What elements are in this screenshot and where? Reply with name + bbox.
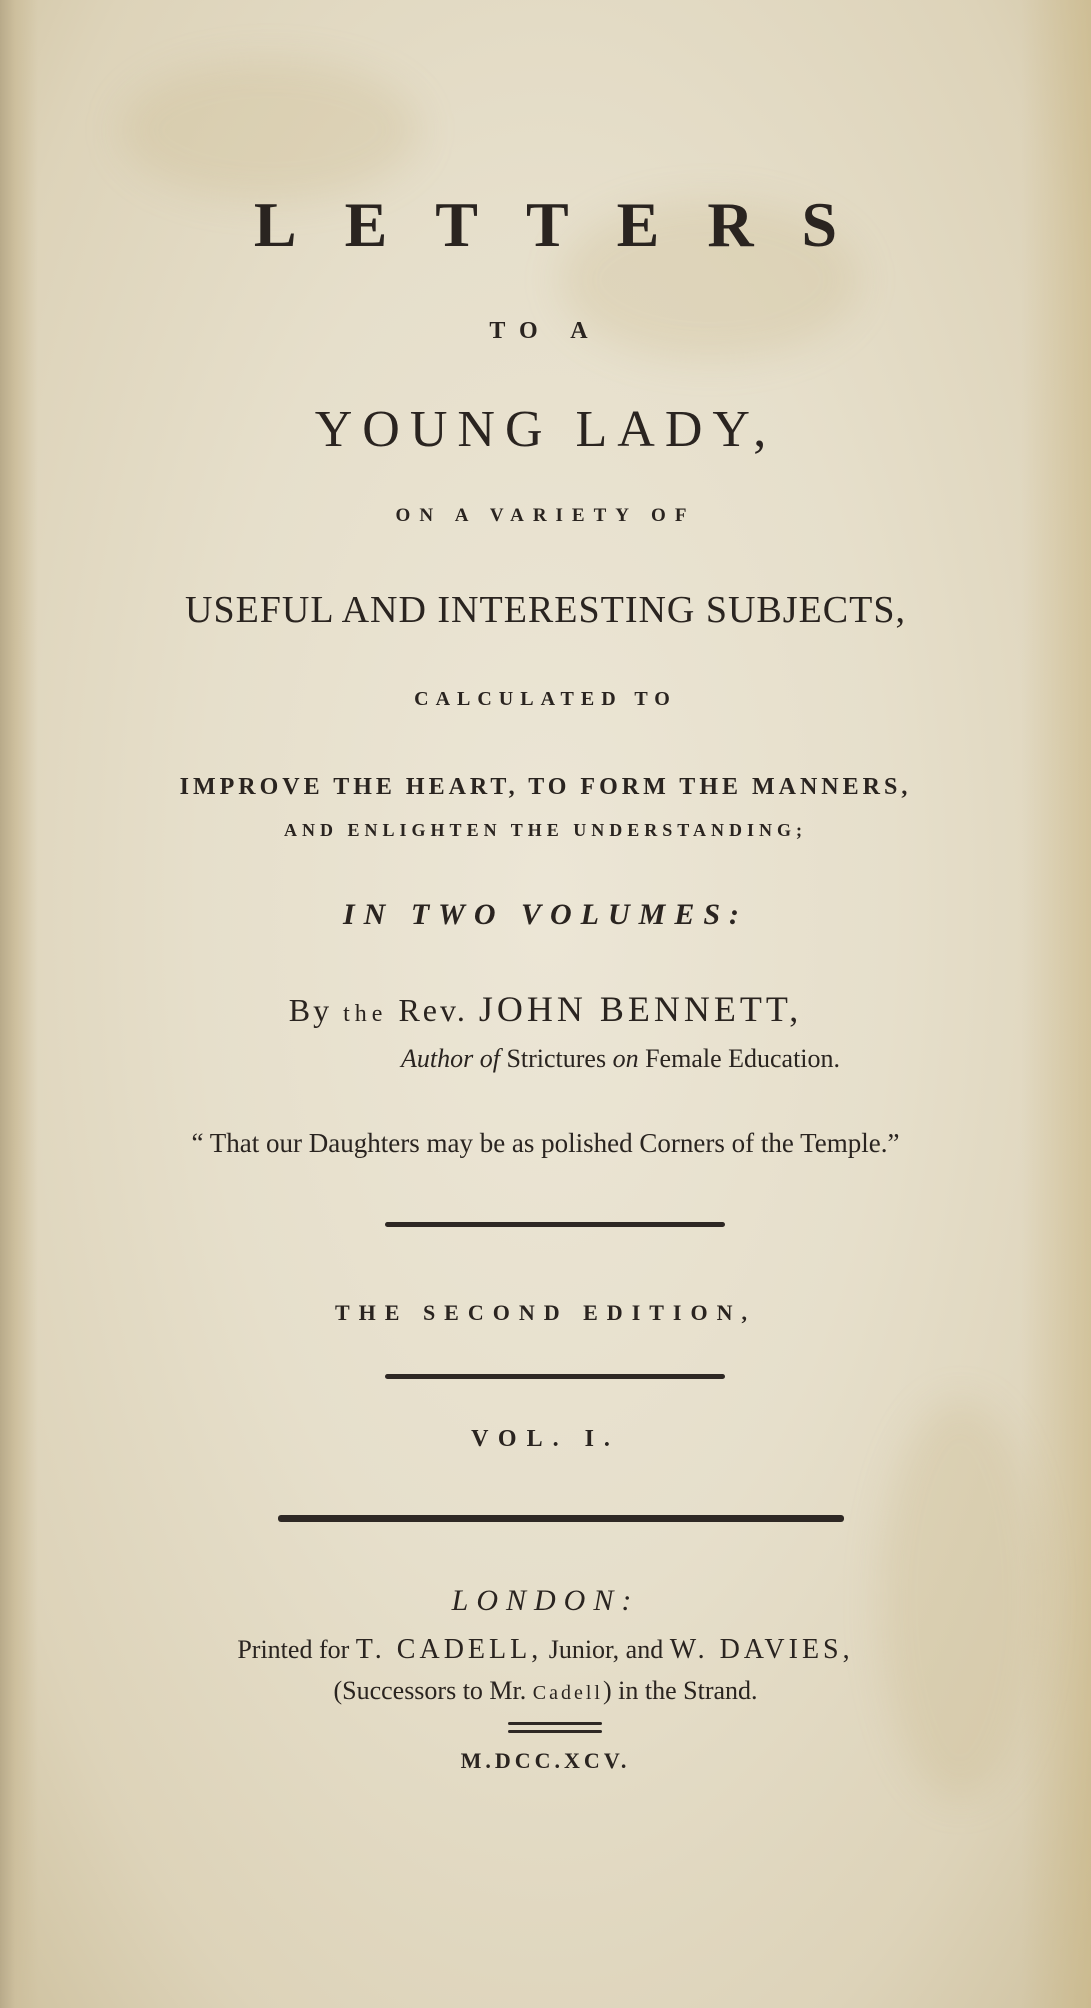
book-title: LETTERS: [253, 189, 886, 260]
author-credential-of: of: [479, 1044, 500, 1073]
double-rule-top: [508, 1722, 602, 1725]
imprint-city: LONDON:: [451, 1584, 640, 1617]
subjects-line: USEFUL AND INTERESTING SUBJECTS,: [185, 589, 906, 631]
author-credential-strictures: Strictures: [506, 1044, 607, 1073]
subject-intro: ON A VARIETY OF: [395, 505, 696, 526]
author-name: JOHN BENNETT,: [478, 989, 803, 1029]
author-line: [0, 988, 1091, 1030]
purpose-line-1: IMPROVE THE HEART, TO FORM THE MANNERS,: [179, 774, 912, 800]
epigraph: “ That our Daughters may be as polished Corners of the Temple.”: [191, 1128, 900, 1158]
imprint-printed-for: Printed for: [237, 1635, 350, 1664]
volume-number: VOL. I.: [471, 1426, 620, 1452]
imprint-cadell: Cadell: [532, 1682, 603, 1704]
divider-rule: [385, 1374, 725, 1379]
author-credential-rest: Female Education.: [645, 1044, 841, 1073]
purpose-line-2: AND ENLIGHTEN THE UNDERSTANDING;: [284, 820, 807, 840]
title-connector: TO A: [489, 318, 602, 344]
publication-date: M.DCC.XCV.: [460, 1748, 631, 1773]
double-rule-bottom: [508, 1730, 602, 1733]
imprint-printers: [0, 1634, 1091, 1666]
imprint-successors-open: (Successors to Mr.: [333, 1676, 527, 1705]
imprint-successors: [0, 1676, 1091, 1706]
imprint-printer-1: T. CADELL,: [355, 1634, 543, 1665]
divider-rule: [278, 1515, 844, 1522]
author-credential: [0, 1044, 1091, 1074]
author-credential-on: on: [612, 1044, 639, 1073]
divider-rule: [385, 1222, 725, 1227]
imprint-printer-2: W. DAVIES,: [669, 1634, 854, 1665]
author-credential-author: Author: [400, 1044, 474, 1073]
author-by: By: [288, 992, 333, 1028]
purpose-intro: CALCULATED TO: [414, 688, 677, 710]
edition-statement: THE SECOND EDITION,: [334, 1300, 756, 1325]
volume-count: IN TWO VOLUMES:: [342, 898, 749, 931]
paper-stain: [120, 60, 420, 200]
author-the: the: [343, 1001, 388, 1027]
imprint-junior: Junior, and: [548, 1635, 664, 1664]
book-subtitle: YOUNG LADY,: [314, 401, 777, 458]
author-rev: Rev.: [398, 992, 468, 1028]
imprint-successors-close: ) in the Strand.: [603, 1676, 758, 1705]
